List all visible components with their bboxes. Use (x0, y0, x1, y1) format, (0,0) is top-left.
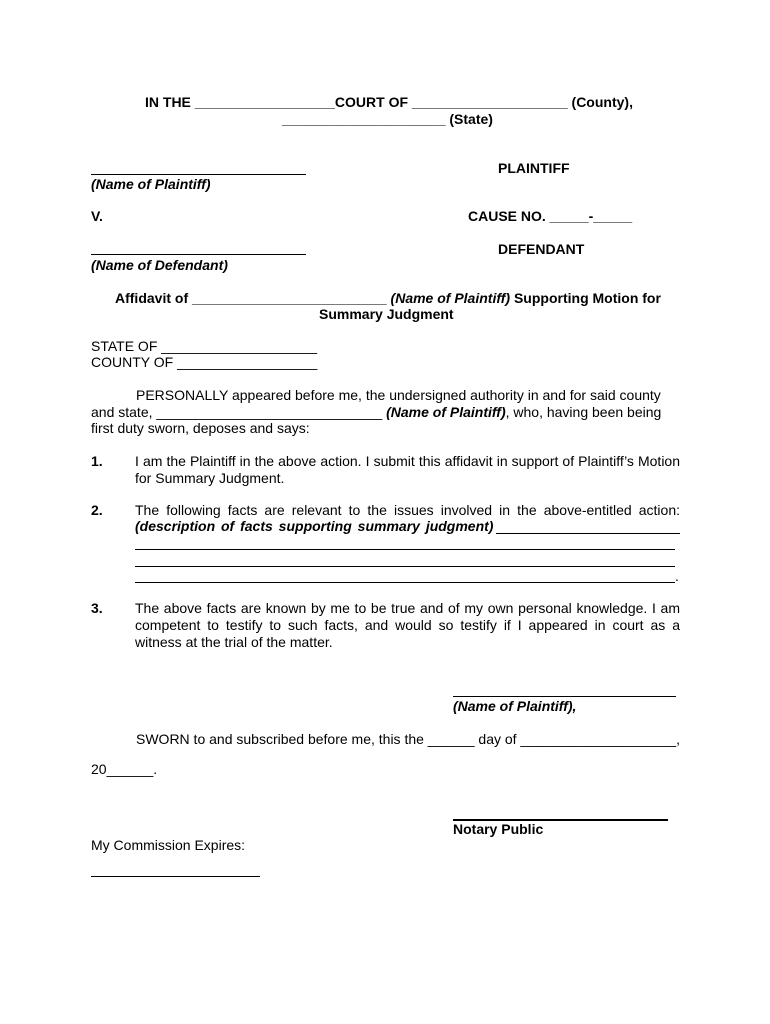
defendant-name-hint: (Name of Defendant) (91, 257, 228, 273)
facts-end-period: . (675, 568, 679, 584)
state-line: _____________________ (State) (282, 111, 493, 127)
intro-line1: PERSONALLY appeared before me, the undersigned authority in and for said county (136, 387, 661, 403)
plaintiff-signature-line[interactable] (453, 696, 676, 697)
title-suffix: Supporting Motion for (510, 290, 661, 306)
commission-expires-label: My Commission Expires: (91, 837, 246, 853)
item-text: I am the Plaintiff in the above action. I submit this affidavit in support of Plaintiff’s Motion for Summary Judgment. (135, 453, 680, 486)
item-number: 2. (91, 502, 103, 518)
intro-line2 (91, 404, 661, 421)
intro-line2-prefix: and state, _____________________________ (91, 404, 387, 420)
facts-field-line[interactable] (135, 566, 675, 567)
facts-hint: (description of facts supporting summary judgment) (135, 518, 494, 534)
notary-label: Notary Public (453, 821, 544, 837)
signature-name-hint: (Name of Plaintiff), (453, 698, 577, 714)
facts-field-line[interactable] (135, 582, 675, 583)
item-number: 3. (91, 600, 103, 616)
item-text: The following facts are relevant to the issues involved in the above-entitled action: (135, 502, 680, 518)
facts-field-line[interactable] (496, 533, 680, 534)
cause-number: CAUSE NO. _____-_____ (468, 208, 633, 224)
court-line: IN THE __________________COURT OF ____________________ (County), (145, 94, 633, 110)
intro-name-hint: (Name of Plaintiff) (386, 404, 506, 420)
intro-line3: first duty sworn, deposes and says: (91, 420, 310, 436)
item-number: 1. (91, 453, 103, 469)
plaintiff-label: PLAINTIFF (498, 160, 570, 176)
defendant-label: DEFENDANT (498, 241, 585, 257)
sworn-year: 20______. (91, 761, 158, 777)
facts-field-line[interactable] (135, 549, 675, 550)
versus: V. (91, 208, 103, 224)
sworn-line1: SWORN to and subscribed before me, this the ______ day of ____________________, (136, 731, 681, 747)
title-name-hint: (Name of Plaintiff) (390, 290, 511, 306)
commission-expires-field[interactable] (91, 876, 260, 877)
defendant-name-field[interactable] (91, 254, 306, 255)
intro-line2-suffix: , who, having been being (505, 404, 662, 420)
document-title-line2: Summary Judgment (319, 306, 454, 322)
plaintiff-name-field[interactable] (91, 174, 306, 175)
document-title (115, 290, 661, 307)
item-text: The above facts are known by me to be true and of my own personal knowledge. I am competent to testify to such facts, and would so testify if I appeared in court as a witness at the trial of the matter. (135, 600, 680, 650)
venue-county: COUNTY OF __________________ (91, 354, 318, 370)
title-prefix: Affidavit of _________________________ (115, 290, 391, 306)
venue-state: STATE OF ____________________ (91, 338, 317, 354)
plaintiff-name-hint: (Name of Plaintiff) (91, 176, 211, 192)
